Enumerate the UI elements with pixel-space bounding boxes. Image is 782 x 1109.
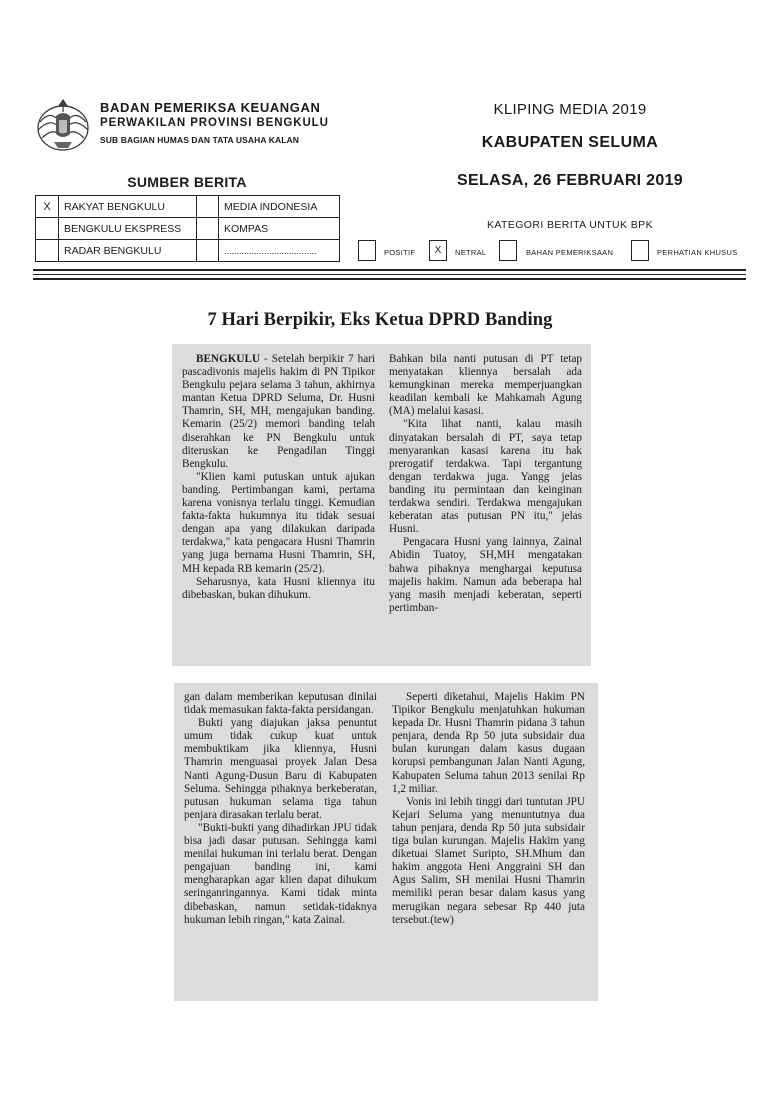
organization-block [100,100,329,147]
category-checkbox-perhatian-khusus [631,240,649,261]
article-paragraph: Pengacara Husni yang lainnya, Zainal Abidin Tuatoy, SH,MH mengatakan bahwa pihaknya menghargai keputusa majelis hakim. Namun ada beberapa hal yang masih menjadi keberatan, seperti pertimban- [389,536,582,614]
article-paragraph: Bukti yang diajukan jaksa penuntut umum tidak cukup kuat untuk membuktikam jika kliennya, Husni Thamrin menguasai proyek Jalan Desa Nanti Agung-Dusun Baru di Kabupaten Seluma. Sehingga pihaknya berkeberatan, putusan hukuman selama tiga tahun penjara dirasakan terlalu berat. [184,717,377,821]
article-paragraph: Seperti diketahui, Majelis Hakim PN Tipikor Bengkulu menjatuhkan hukuman kepada Dr. Husni Thamrin pidana 3 tahun penjara, denda Rp 50 juta subsidair dua bulan kurungan dalam kasus dugaan korupsi pembangunan Jalan Nanti Agung, Kabupaten Seluma tahun 2013 senilai Rp 1,2 miliar. [392,691,585,795]
category-label-bahan-pemeriksaan: BAHAN PEMERIKSAAN [526,248,614,257]
source-checkbox [36,218,59,240]
category-label-netral: NETRAL [455,248,487,257]
source-checkbox: X [36,196,59,218]
article-paragraph: BENGKULU - Setelah berpikir 7 hari pascadivonis majelis hakim di PN Tipikor Bengkulu pejara selama 3 tahun, akhirnya mantan Ketua DPRD Seluma, Dr. Husni Thamrin, SH, MH, mengajukan banding. Kemarin (25/2) memori banding telah diserahkan ke PN Bengkulu untuk diteruskan ke Pengadilan Tinggi Bengkulu. [182,353,375,470]
source-checkbox [197,218,219,240]
article-paragraph: gan dalam memberikan keputusan dinilai tidak memasukan fakta-fakta persidangan. [184,691,377,717]
source-name: MEDIA INDONESIA [219,196,340,218]
source-name: RAKYAT BENGKULU [59,196,197,218]
sources-table [35,195,340,262]
source-name: ..................................... [219,240,340,262]
category-checkbox-positif [358,240,376,261]
garuda-emblem-icon [32,92,94,158]
header-divider [33,269,746,271]
org-branch: PERWAKILAN PROVINSI BENGKULU [100,117,329,129]
article-column-4 [392,691,585,927]
org-unit: SUB BAGIAN HUMAS DAN TATA USAHA KALAN [100,135,300,145]
sources-title: SUMBER BERITA [127,174,247,190]
header-divider [33,274,746,275]
header-divider [33,278,746,280]
article-paragraph: Vonis ini lebih tinggi dari tuntutan JPU Kejari Seluma yang menuntutnya dua tahun penjara, denda Rp 50 juta subsidair tiga bulan kurungan. Majelis Hakim yang diketuai Slamet Suripto, SH.Mhum dan hakim anggota Heni Anggraini SH dan Agus Salim, SH menilai Husni Thamrin memiliki peran besar dalam kasus yang merugikan negara sebesar Rp 440 juta tersebut.(tew) [392,795,585,926]
kabupaten-title: KABUPATEN SELUMA [481,134,659,151]
article-column-1 [182,353,375,602]
article-paragraph: Bahkan bila nanti putusan di PT tetap menyatakan kliennya bersalah ada kemungkinan mereka memperjuangkan keadilan kembali ke Mahkamah Agung (MA) melalui kasasi. [389,353,582,418]
sources-row [36,240,340,262]
source-checkbox [197,196,219,218]
source-name: RADAR BENGKULU [59,240,197,262]
category-checkbox-bahan-pemeriksaan [499,240,517,261]
sources-row [36,218,340,240]
source-checkbox [36,240,59,262]
category-title: KATEGORI BERITA UNTUK BPK [487,219,653,231]
kliping-title: KLIPING MEDIA 2019 [493,101,647,118]
org-name: BADAN PEMERIKSA KEUANGAN [100,100,321,115]
article-column-3 [184,691,377,927]
article-headline: 7 Hari Berpikir, Eks Ketua DPRD Banding [207,310,553,330]
article-paragraph: "Kita lihat nanti, kalau masih dinyatakan bersalah di PT, saya tetap menyarankan kasasi karena itu hak prerogatif terdakwa. Tapi tergantung dengan terdakwa juga. Yangg jelas banding itu permintaan dan keinginan terdakwa sendiri. Terdakwa mengajukan keberatan atas putusan PN itu," jelas Husni. [389,418,582,536]
article-paragraph: "Klien kami putuskan untuk ajukan banding. Pertimbangan kami, pertama karena vonisnya terlalu tinggi. Kemudian fakta-fakta hukumnya itu tidak sesuai dengan apa yang dilakukan daripada terdakwa," kata pengacara Husni Thamrin yang juga bernama Husni Thamrin, SH, MH kepada RB kemarin (25/2). [182,470,375,575]
category-label-positif: POSITIF [384,248,416,257]
clipping-date: SELASA, 26 FEBRUARI 2019 [457,172,683,189]
article-paragraph: Seharusnya, kata Husni kliennya itu dibebaskan, bukan dihukum. [182,575,375,601]
article-paragraph: "Bukti-bukti yang dihadirkan JPU tidak bisa jadi dasar putusan. Sehingga kami menilai hukuman ini terlalu berat. Dengan pengajuan banding ini, kami mengharapkan agar klien dapat dihukum seringanringannya. Kami tidak minta dibebaskan, namun setidak-tidaknya hukuman lebih ringan," kata Zainal. [184,821,377,926]
category-checkbox-netral: X [429,240,447,261]
source-name: BENGKULU EKSPRESS [59,218,197,240]
article-dateline: BENGKULU [196,353,261,365]
source-checkbox [197,240,219,262]
source-name: KOMPAS [219,218,340,240]
article-column-2 [389,353,582,615]
sources-row [36,196,340,218]
category-label-perhatian-khusus: PERHATIAN KHUSUS [657,248,738,257]
